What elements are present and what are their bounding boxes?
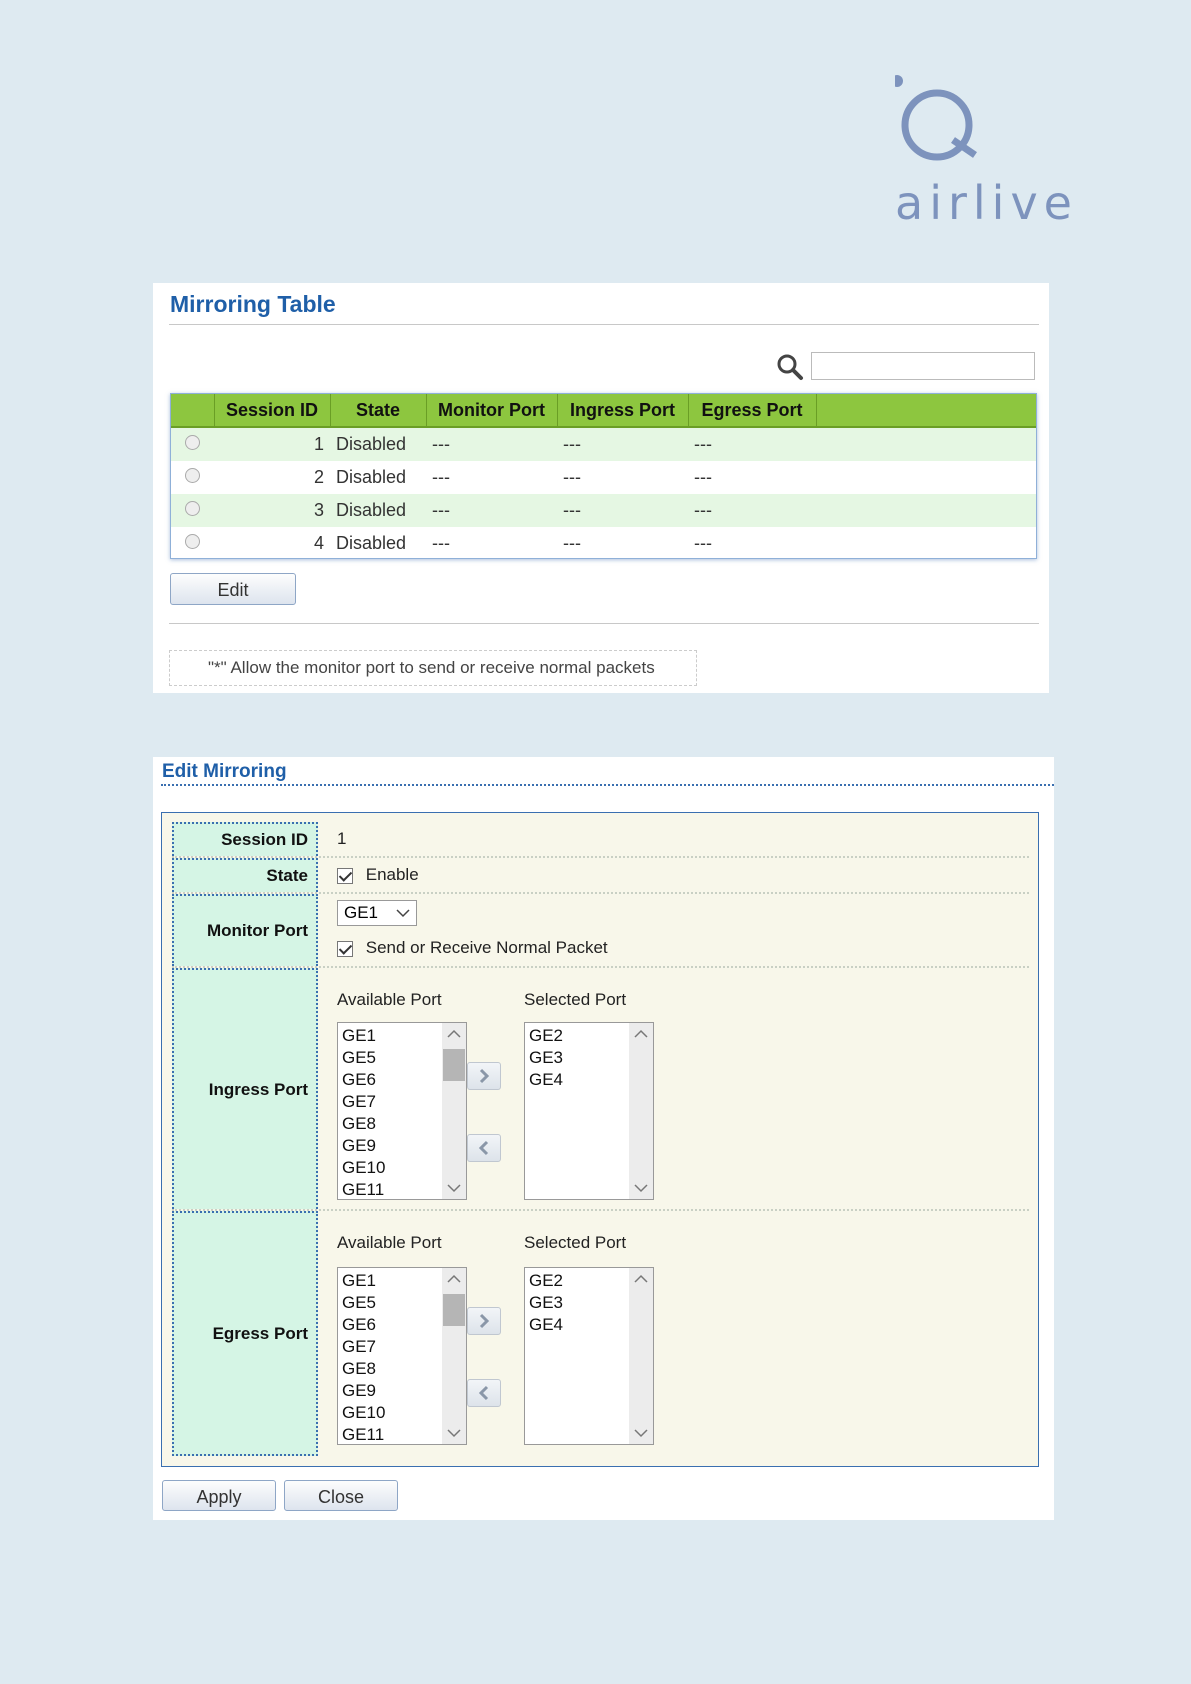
chevron-down-icon[interactable] xyxy=(442,1422,466,1444)
scrollbar[interactable] xyxy=(442,1268,466,1444)
mirroring-table-title: Mirroring Table xyxy=(170,291,336,317)
cell-egress-port: --- xyxy=(688,494,816,527)
search-input[interactable] xyxy=(811,352,1035,380)
chevron-up-icon[interactable] xyxy=(629,1268,653,1290)
cell-monitor-port: --- xyxy=(432,533,450,553)
cell-state: Disabled xyxy=(336,533,407,553)
table-row[interactable] xyxy=(171,427,1036,461)
egress-remove-button[interactable] xyxy=(467,1379,501,1407)
header-egress-port[interactable]: Egress Port xyxy=(688,394,816,427)
egress-available-list[interactable] xyxy=(337,1267,467,1445)
cell-state: Disabled xyxy=(330,494,426,527)
table-header-row xyxy=(171,394,1036,427)
ingress-remove-button[interactable] xyxy=(467,1134,501,1162)
cell-monitor-port: --- xyxy=(426,494,557,527)
egress-port-row xyxy=(172,1211,1029,1456)
scrollbar-thumb[interactable] xyxy=(443,1294,465,1326)
normal-packet-checkbox[interactable] xyxy=(337,941,353,957)
list-item[interactable]: GE11 xyxy=(342,1180,385,1199)
egress-add-button[interactable] xyxy=(467,1307,501,1335)
title-divider xyxy=(169,324,1039,325)
session-id-value: 1 xyxy=(337,829,347,848)
ingress-selected-list[interactable] xyxy=(524,1022,654,1200)
normal-packet-label: Send or Receive Normal Packet xyxy=(365,938,608,957)
mirroring-table xyxy=(170,393,1037,559)
header-filler xyxy=(816,394,1036,427)
cell-session-id: 1 xyxy=(214,427,330,461)
cell-ingress-port: --- xyxy=(557,494,688,527)
header-state[interactable]: State xyxy=(330,394,426,427)
list-item[interactable]: GE3 xyxy=(529,1048,564,1067)
chevron-left-icon xyxy=(468,1380,500,1406)
egress-selected-list[interactable] xyxy=(524,1267,654,1445)
list-item[interactable]: GE8 xyxy=(342,1114,377,1133)
cell-ingress-port: --- xyxy=(563,533,581,553)
chevron-left-icon xyxy=(468,1135,500,1161)
chevron-down-icon[interactable] xyxy=(629,1422,653,1444)
list-item[interactable]: GE6 xyxy=(342,1315,377,1334)
list-item[interactable]: GE10 xyxy=(342,1403,386,1422)
row-radio[interactable] xyxy=(185,501,200,516)
list-item[interactable]: GE7 xyxy=(342,1337,377,1356)
table-row[interactable] xyxy=(171,527,1036,560)
table-row[interactable] xyxy=(171,461,1036,494)
state-row xyxy=(172,858,1029,894)
list-item[interactable]: GE5 xyxy=(342,1293,377,1312)
note-text: "*" Allow the monitor port to send or receive normal packets xyxy=(169,650,697,686)
monitor-port-label: Monitor Port xyxy=(172,894,318,966)
chevron-down-icon xyxy=(396,909,410,918)
ingress-available-label: Available Port xyxy=(337,990,442,1009)
cell-state: Disabled xyxy=(330,427,426,461)
airlive-logo-mark xyxy=(895,70,1085,180)
normal-packet-control xyxy=(337,938,608,958)
ingress-selected-label: Selected Port xyxy=(524,990,627,1009)
list-item[interactable]: GE3 xyxy=(529,1293,564,1312)
list-item[interactable]: GE8 xyxy=(342,1359,377,1378)
egress-port-label: Egress Port xyxy=(172,1211,318,1456)
chevron-up-icon[interactable] xyxy=(442,1023,466,1045)
row-radio[interactable] xyxy=(185,534,200,549)
list-item[interactable]: GE9 xyxy=(342,1136,377,1155)
list-item[interactable]: GE11 xyxy=(342,1425,385,1444)
egress-available-label: Available Port xyxy=(337,1233,442,1252)
cell-state: Disabled xyxy=(336,467,407,487)
list-item[interactable]: GE7 xyxy=(342,1092,377,1111)
edit-mirroring-title: Edit Mirroring xyxy=(162,761,287,782)
chevron-right-icon xyxy=(468,1063,500,1089)
header-session-id[interactable]: Session ID xyxy=(214,394,330,427)
enable-checkbox-label: Enable xyxy=(365,865,419,884)
row-radio[interactable] xyxy=(185,435,200,450)
session-id-label: Session ID xyxy=(172,822,318,856)
chevron-down-icon[interactable] xyxy=(629,1177,653,1199)
state-control xyxy=(337,865,419,885)
monitor-port-row xyxy=(172,894,1029,968)
scrollbar[interactable] xyxy=(442,1023,466,1199)
list-item[interactable]: GE6 xyxy=(342,1070,377,1089)
list-item[interactable]: GE4 xyxy=(529,1315,564,1334)
chevron-down-icon[interactable] xyxy=(442,1177,466,1199)
cell-session-id: 3 xyxy=(214,494,330,527)
cell-egress-port: --- xyxy=(688,427,816,461)
chevron-up-icon[interactable] xyxy=(629,1023,653,1045)
scrollbar-thumb[interactable] xyxy=(443,1049,465,1081)
cell-egress-port: --- xyxy=(694,533,712,553)
session-id-row xyxy=(172,822,1029,858)
cell-egress-port: --- xyxy=(694,467,712,487)
logo-text: airlive xyxy=(895,176,1078,230)
cell-ingress-port: --- xyxy=(563,467,581,487)
header-monitor-port[interactable]: Monitor Port xyxy=(426,394,557,427)
scrollbar[interactable] xyxy=(629,1268,653,1444)
edit-button[interactable]: Edit xyxy=(170,573,296,605)
ingress-port-label: Ingress Port xyxy=(172,968,318,1209)
list-item[interactable]: GE1 xyxy=(342,1271,377,1290)
scrollbar[interactable] xyxy=(629,1023,653,1199)
header-select xyxy=(171,394,214,427)
row-radio[interactable] xyxy=(185,468,200,483)
apply-button[interactable]: Apply xyxy=(162,1480,276,1511)
list-item[interactable]: GE5 xyxy=(342,1048,377,1067)
edit-mirroring-form xyxy=(161,812,1039,1467)
cell-ingress-port: --- xyxy=(557,427,688,461)
title-divider xyxy=(161,784,1054,786)
cell-monitor-port: --- xyxy=(426,427,557,461)
monitor-port-select[interactable] xyxy=(337,900,417,926)
list-item[interactable]: GE10 xyxy=(342,1158,386,1177)
list-item[interactable]: GE1 xyxy=(342,1026,377,1045)
chevron-right-icon xyxy=(468,1308,500,1334)
egress-selected-label: Selected Port xyxy=(524,1233,627,1252)
search-icon[interactable] xyxy=(775,352,805,382)
table-row[interactable] xyxy=(171,494,1036,527)
cell-session-id: 2 xyxy=(313,467,324,487)
cell-session-id: 4 xyxy=(313,533,324,553)
edit-mirroring-panel xyxy=(153,757,1054,1520)
airlive-logo xyxy=(895,70,1085,230)
list-item[interactable]: GE2 xyxy=(529,1271,564,1290)
list-item[interactable]: GE4 xyxy=(529,1070,564,1089)
ingress-available-list[interactable] xyxy=(337,1022,467,1200)
ingress-add-button[interactable] xyxy=(467,1062,501,1090)
header-ingress-port[interactable]: Ingress Port xyxy=(557,394,688,427)
list-item[interactable]: GE2 xyxy=(529,1026,564,1045)
list-item[interactable]: GE9 xyxy=(342,1381,377,1400)
monitor-port-selected: GE1 xyxy=(344,903,379,922)
chevron-up-icon[interactable] xyxy=(442,1268,466,1290)
ingress-port-row xyxy=(172,968,1029,1211)
enable-checkbox[interactable] xyxy=(337,868,353,884)
cell-monitor-port: --- xyxy=(432,467,450,487)
state-label: State xyxy=(172,858,318,892)
mirroring-table-panel xyxy=(153,283,1049,693)
close-button[interactable]: Close xyxy=(284,1480,398,1511)
bottom-divider xyxy=(169,623,1039,624)
